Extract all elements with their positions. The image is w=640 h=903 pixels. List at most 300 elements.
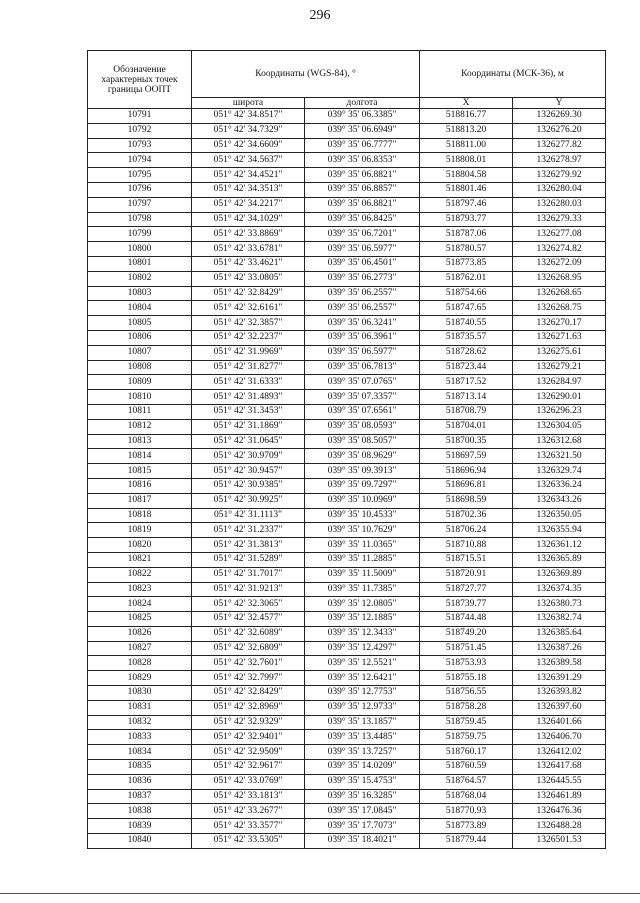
table-row bbox=[88, 464, 606, 479]
cell-latitude: 051° 42' 34.3513" bbox=[192, 182, 305, 197]
header-point: Обозначение характерных точек границы ООПТ bbox=[88, 51, 192, 109]
table-row bbox=[88, 834, 606, 849]
cell-latitude: 051° 42' 34.6609" bbox=[192, 138, 305, 153]
table-row bbox=[88, 700, 606, 715]
cell-longitude: 039° 35' 13.1857" bbox=[305, 715, 420, 730]
cell-y-coord: 1326365.89 bbox=[513, 552, 606, 567]
cell-point-id: 10791 bbox=[88, 109, 192, 124]
cell-latitude: 051° 42' 32.7997" bbox=[192, 671, 305, 686]
cell-point-id: 10801 bbox=[88, 256, 192, 271]
cell-longitude: 039° 35' 15.4753" bbox=[305, 774, 420, 789]
cell-y-coord: 1326445.55 bbox=[513, 774, 606, 789]
cell-longitude: 039° 35' 06.7201" bbox=[305, 227, 420, 242]
cell-x-coord: 518740.55 bbox=[420, 316, 513, 331]
cell-latitude: 051° 42' 33.1813" bbox=[192, 789, 305, 804]
cell-point-id: 10815 bbox=[88, 464, 192, 479]
cell-x-coord: 518768.04 bbox=[420, 789, 513, 804]
cell-y-coord: 1326406.70 bbox=[513, 730, 606, 745]
cell-y-coord: 1326461.89 bbox=[513, 789, 606, 804]
cell-y-coord: 1326374.35 bbox=[513, 582, 606, 597]
cell-latitude: 051° 42' 32.9617" bbox=[192, 760, 305, 775]
cell-x-coord: 518773.85 bbox=[420, 256, 513, 271]
cell-longitude: 039° 35' 14.0209" bbox=[305, 760, 420, 775]
cell-x-coord: 518760.59 bbox=[420, 760, 513, 775]
cell-x-coord: 518759.45 bbox=[420, 715, 513, 730]
cell-longitude: 039° 35' 07.6561" bbox=[305, 404, 420, 419]
cell-y-coord: 1326417.68 bbox=[513, 760, 606, 775]
cell-longitude: 039° 35' 08.0593" bbox=[305, 419, 420, 434]
cell-y-coord: 1326488.28 bbox=[513, 819, 606, 834]
cell-latitude: 051° 42' 30.9385" bbox=[192, 478, 305, 493]
cell-point-id: 10824 bbox=[88, 597, 192, 612]
table-body bbox=[88, 109, 606, 849]
table-row bbox=[88, 789, 606, 804]
cell-point-id: 10814 bbox=[88, 449, 192, 464]
cell-longitude: 039° 35' 12.1885" bbox=[305, 612, 420, 627]
cell-latitude: 051° 42' 31.6333" bbox=[192, 375, 305, 390]
cell-longitude: 039° 35' 06.7813" bbox=[305, 360, 420, 375]
cell-x-coord: 518754.66 bbox=[420, 286, 513, 301]
footer-divider bbox=[0, 893, 640, 894]
cell-latitude: 051° 42' 32.9401" bbox=[192, 730, 305, 745]
cell-y-coord: 1326355.94 bbox=[513, 523, 606, 538]
cell-x-coord: 518749.20 bbox=[420, 626, 513, 641]
cell-longitude: 039° 35' 06.7777" bbox=[305, 138, 420, 153]
cell-latitude: 051° 42' 32.6161" bbox=[192, 301, 305, 316]
cell-y-coord: 1326385.64 bbox=[513, 626, 606, 641]
cell-latitude: 051° 42' 31.5289" bbox=[192, 552, 305, 567]
cell-x-coord: 518715.51 bbox=[420, 552, 513, 567]
cell-point-id: 10820 bbox=[88, 538, 192, 553]
table-row bbox=[88, 449, 606, 464]
cell-latitude: 051° 42' 32.3857" bbox=[192, 316, 305, 331]
cell-longitude: 039° 35' 13.7257" bbox=[305, 745, 420, 760]
cell-y-coord: 1326274.82 bbox=[513, 242, 606, 257]
table-row bbox=[88, 345, 606, 360]
cell-y-coord: 1326329.74 bbox=[513, 464, 606, 479]
cell-latitude: 051° 42' 34.4521" bbox=[192, 168, 305, 183]
cell-latitude: 051° 42' 33.8869" bbox=[192, 227, 305, 242]
cell-y-coord: 1326336.24 bbox=[513, 478, 606, 493]
table-row bbox=[88, 330, 606, 345]
cell-x-coord: 518779.44 bbox=[420, 834, 513, 849]
cell-longitude: 039° 35' 06.3961" bbox=[305, 330, 420, 345]
cell-x-coord: 518813.20 bbox=[420, 123, 513, 138]
cell-latitude: 051° 42' 31.4893" bbox=[192, 390, 305, 405]
cell-y-coord: 1326279.92 bbox=[513, 168, 606, 183]
cell-x-coord: 518697.59 bbox=[420, 449, 513, 464]
table-row bbox=[88, 493, 606, 508]
cell-longitude: 039° 35' 11.5009" bbox=[305, 567, 420, 582]
cell-y-coord: 1326275.61 bbox=[513, 345, 606, 360]
cell-latitude: 051° 42' 31.9213" bbox=[192, 582, 305, 597]
table-row bbox=[88, 626, 606, 641]
cell-latitude: 051° 42' 31.2337" bbox=[192, 523, 305, 538]
cell-point-id: 10809 bbox=[88, 375, 192, 390]
cell-point-id: 10826 bbox=[88, 626, 192, 641]
cell-latitude: 051° 42' 31.0645" bbox=[192, 434, 305, 449]
cell-point-id: 10798 bbox=[88, 212, 192, 227]
cell-longitude: 039° 35' 09.7297" bbox=[305, 478, 420, 493]
cell-x-coord: 518756.55 bbox=[420, 686, 513, 701]
cell-latitude: 051° 42' 31.1869" bbox=[192, 419, 305, 434]
table-row bbox=[88, 316, 606, 331]
cell-point-id: 10833 bbox=[88, 730, 192, 745]
cell-y-coord: 1326268.75 bbox=[513, 301, 606, 316]
cell-x-coord: 518811.00 bbox=[420, 138, 513, 153]
cell-y-coord: 1326268.65 bbox=[513, 286, 606, 301]
cell-x-coord: 518702.36 bbox=[420, 508, 513, 523]
cell-y-coord: 1326277.82 bbox=[513, 138, 606, 153]
cell-y-coord: 1326321.50 bbox=[513, 449, 606, 464]
table-row bbox=[88, 478, 606, 493]
cell-point-id: 10840 bbox=[88, 834, 192, 849]
header-msk36: Координаты (МСК-36), м bbox=[420, 51, 606, 98]
table-row bbox=[88, 301, 606, 316]
cell-y-coord: 1326271.63 bbox=[513, 330, 606, 345]
cell-x-coord: 518739.77 bbox=[420, 597, 513, 612]
cell-longitude: 039° 35' 10.7629" bbox=[305, 523, 420, 538]
cell-longitude: 039° 35' 06.8353" bbox=[305, 153, 420, 168]
cell-longitude: 039° 35' 16.3285" bbox=[305, 789, 420, 804]
cell-latitude: 051° 42' 31.1113" bbox=[192, 508, 305, 523]
table-row bbox=[88, 656, 606, 671]
table-row bbox=[88, 641, 606, 656]
cell-longitude: 039° 35' 18.4021" bbox=[305, 834, 420, 849]
cell-latitude: 051° 42' 33.0805" bbox=[192, 271, 305, 286]
table-row bbox=[88, 227, 606, 242]
cell-latitude: 051° 42' 32.4577" bbox=[192, 612, 305, 627]
cell-latitude: 051° 42' 33.2677" bbox=[192, 804, 305, 819]
cell-point-id: 10805 bbox=[88, 316, 192, 331]
cell-longitude: 039° 35' 09.3913" bbox=[305, 464, 420, 479]
cell-x-coord: 518770.93 bbox=[420, 804, 513, 819]
cell-y-coord: 1326391.29 bbox=[513, 671, 606, 686]
cell-longitude: 039° 35' 11.7385" bbox=[305, 582, 420, 597]
cell-latitude: 051° 42' 33.6781" bbox=[192, 242, 305, 257]
cell-y-coord: 1326312.68 bbox=[513, 434, 606, 449]
cell-x-coord: 518759.75 bbox=[420, 730, 513, 745]
cell-longitude: 039° 35' 12.9733" bbox=[305, 700, 420, 715]
cell-x-coord: 518744.48 bbox=[420, 612, 513, 627]
cell-x-coord: 518816.77 bbox=[420, 109, 513, 124]
cell-x-coord: 518735.57 bbox=[420, 330, 513, 345]
cell-longitude: 039° 35' 17.7073" bbox=[305, 819, 420, 834]
table-row bbox=[88, 271, 606, 286]
cell-latitude: 051° 42' 32.9329" bbox=[192, 715, 305, 730]
cell-longitude: 039° 35' 07.0765" bbox=[305, 375, 420, 390]
table-row bbox=[88, 730, 606, 745]
cell-point-id: 10810 bbox=[88, 390, 192, 405]
cell-x-coord: 518801.46 bbox=[420, 182, 513, 197]
cell-y-coord: 1326343.26 bbox=[513, 493, 606, 508]
cell-point-id: 10836 bbox=[88, 774, 192, 789]
cell-y-coord: 1326393.82 bbox=[513, 686, 606, 701]
cell-x-coord: 518708.79 bbox=[420, 404, 513, 419]
table-row bbox=[88, 375, 606, 390]
cell-latitude: 051° 42' 31.8277" bbox=[192, 360, 305, 375]
cell-y-coord: 1326387.26 bbox=[513, 641, 606, 656]
cell-latitude: 051° 42' 32.9509" bbox=[192, 745, 305, 760]
cell-x-coord: 518751.45 bbox=[420, 641, 513, 656]
cell-point-id: 10822 bbox=[88, 567, 192, 582]
cell-point-id: 10838 bbox=[88, 804, 192, 819]
cell-point-id: 10795 bbox=[88, 168, 192, 183]
cell-latitude: 051° 42' 32.7601" bbox=[192, 656, 305, 671]
cell-y-coord: 1326296.23 bbox=[513, 404, 606, 419]
cell-longitude: 039° 35' 10.4533" bbox=[305, 508, 420, 523]
cell-point-id: 10799 bbox=[88, 227, 192, 242]
cell-y-coord: 1326279.33 bbox=[513, 212, 606, 227]
table-row bbox=[88, 745, 606, 760]
cell-point-id: 10803 bbox=[88, 286, 192, 301]
cell-latitude: 051° 42' 33.5305" bbox=[192, 834, 305, 849]
cell-y-coord: 1326278.97 bbox=[513, 153, 606, 168]
cell-longitude: 039° 35' 06.8425" bbox=[305, 212, 420, 227]
cell-longitude: 039° 35' 06.3385" bbox=[305, 109, 420, 124]
table-row bbox=[88, 419, 606, 434]
table-row bbox=[88, 197, 606, 212]
cell-longitude: 039° 35' 12.4297" bbox=[305, 641, 420, 656]
cell-point-id: 10800 bbox=[88, 242, 192, 257]
table-row bbox=[88, 109, 606, 124]
coordinates-table bbox=[87, 50, 606, 849]
cell-point-id: 10804 bbox=[88, 301, 192, 316]
cell-point-id: 10818 bbox=[88, 508, 192, 523]
cell-x-coord: 518700.35 bbox=[420, 434, 513, 449]
cell-y-coord: 1326280.03 bbox=[513, 197, 606, 212]
cell-longitude: 039° 35' 06.5977" bbox=[305, 242, 420, 257]
cell-longitude: 039° 35' 08.9629" bbox=[305, 449, 420, 464]
table-row bbox=[88, 508, 606, 523]
cell-longitude: 039° 35' 06.5977" bbox=[305, 345, 420, 360]
cell-x-coord: 518773.89 bbox=[420, 819, 513, 834]
cell-latitude: 051° 42' 31.9969" bbox=[192, 345, 305, 360]
cell-point-id: 10792 bbox=[88, 123, 192, 138]
table-row bbox=[88, 671, 606, 686]
table-row bbox=[88, 256, 606, 271]
table-row bbox=[88, 286, 606, 301]
cell-x-coord: 518764.57 bbox=[420, 774, 513, 789]
cell-latitude: 051° 42' 30.9925" bbox=[192, 493, 305, 508]
cell-x-coord: 518762.01 bbox=[420, 271, 513, 286]
cell-latitude: 051° 42' 32.8969" bbox=[192, 700, 305, 715]
cell-latitude: 051° 42' 34.8517" bbox=[192, 109, 305, 124]
table-row bbox=[88, 597, 606, 612]
cell-y-coord: 1326401.66 bbox=[513, 715, 606, 730]
table-row bbox=[88, 715, 606, 730]
cell-longitude: 039° 35' 06.8821" bbox=[305, 168, 420, 183]
cell-x-coord: 518758.28 bbox=[420, 700, 513, 715]
cell-x-coord: 518723.44 bbox=[420, 360, 513, 375]
cell-point-id: 10839 bbox=[88, 819, 192, 834]
cell-point-id: 10832 bbox=[88, 715, 192, 730]
cell-longitude: 039° 35' 17.0845" bbox=[305, 804, 420, 819]
cell-x-coord: 518780.57 bbox=[420, 242, 513, 257]
table-row bbox=[88, 819, 606, 834]
cell-point-id: 10827 bbox=[88, 641, 192, 656]
cell-longitude: 039° 35' 06.4501" bbox=[305, 256, 420, 271]
cell-x-coord: 518808.01 bbox=[420, 153, 513, 168]
cell-x-coord: 518727.77 bbox=[420, 582, 513, 597]
table-row bbox=[88, 360, 606, 375]
cell-latitude: 051° 42' 32.3065" bbox=[192, 597, 305, 612]
cell-longitude: 039° 35' 12.5521" bbox=[305, 656, 420, 671]
cell-y-coord: 1326397.60 bbox=[513, 700, 606, 715]
cell-point-id: 10823 bbox=[88, 582, 192, 597]
cell-longitude: 039° 35' 12.6421" bbox=[305, 671, 420, 686]
cell-latitude: 051° 42' 33.3577" bbox=[192, 819, 305, 834]
cell-latitude: 051° 42' 32.6089" bbox=[192, 626, 305, 641]
table-row bbox=[88, 434, 606, 449]
table-row bbox=[88, 153, 606, 168]
cell-y-coord: 1326280.04 bbox=[513, 182, 606, 197]
cell-point-id: 10812 bbox=[88, 419, 192, 434]
cell-point-id: 10793 bbox=[88, 138, 192, 153]
cell-point-id: 10796 bbox=[88, 182, 192, 197]
header-x: X bbox=[420, 98, 513, 109]
table-row bbox=[88, 804, 606, 819]
cell-latitude: 051° 42' 32.6809" bbox=[192, 641, 305, 656]
cell-point-id: 10811 bbox=[88, 404, 192, 419]
table-row bbox=[88, 612, 606, 627]
table-row bbox=[88, 242, 606, 257]
cell-x-coord: 518696.94 bbox=[420, 464, 513, 479]
cell-y-coord: 1326476.36 bbox=[513, 804, 606, 819]
table-row bbox=[88, 138, 606, 153]
cell-longitude: 039° 35' 12.3433" bbox=[305, 626, 420, 641]
cell-latitude: 051° 42' 33.0769" bbox=[192, 774, 305, 789]
table-row bbox=[88, 168, 606, 183]
cell-x-coord: 518717.52 bbox=[420, 375, 513, 390]
cell-y-coord: 1326270.17 bbox=[513, 316, 606, 331]
cell-point-id: 10825 bbox=[88, 612, 192, 627]
cell-x-coord: 518787.06 bbox=[420, 227, 513, 242]
cell-point-id: 10816 bbox=[88, 478, 192, 493]
cell-point-id: 10828 bbox=[88, 656, 192, 671]
cell-point-id: 10807 bbox=[88, 345, 192, 360]
cell-x-coord: 518728.62 bbox=[420, 345, 513, 360]
cell-point-id: 10837 bbox=[88, 789, 192, 804]
cell-x-coord: 518793.77 bbox=[420, 212, 513, 227]
cell-latitude: 051° 42' 31.3453" bbox=[192, 404, 305, 419]
cell-x-coord: 518755.18 bbox=[420, 671, 513, 686]
table-row bbox=[88, 212, 606, 227]
cell-longitude: 039° 35' 06.2557" bbox=[305, 301, 420, 316]
page-number: 296 bbox=[309, 8, 331, 23]
cell-point-id: 10819 bbox=[88, 523, 192, 538]
cell-y-coord: 1326380.73 bbox=[513, 597, 606, 612]
cell-longitude: 039° 35' 06.8857" bbox=[305, 182, 420, 197]
cell-x-coord: 518760.17 bbox=[420, 745, 513, 760]
cell-y-coord: 1326501.53 bbox=[513, 834, 606, 849]
cell-x-coord: 518704.01 bbox=[420, 419, 513, 434]
cell-longitude: 039° 35' 06.2773" bbox=[305, 271, 420, 286]
cell-latitude: 051° 42' 34.7329" bbox=[192, 123, 305, 138]
cell-latitude: 051° 42' 32.8429" bbox=[192, 686, 305, 701]
cell-y-coord: 1326268.95 bbox=[513, 271, 606, 286]
cell-longitude: 039° 35' 11.0365" bbox=[305, 538, 420, 553]
table-row bbox=[88, 123, 606, 138]
cell-x-coord: 518698.59 bbox=[420, 493, 513, 508]
table-row bbox=[88, 582, 606, 597]
table-row bbox=[88, 523, 606, 538]
cell-x-coord: 518710.88 bbox=[420, 538, 513, 553]
cell-latitude: 051° 42' 31.7017" bbox=[192, 567, 305, 582]
cell-y-coord: 1326304.05 bbox=[513, 419, 606, 434]
cell-x-coord: 518804.58 bbox=[420, 168, 513, 183]
cell-longitude: 039° 35' 06.3241" bbox=[305, 316, 420, 331]
cell-y-coord: 1326284.97 bbox=[513, 375, 606, 390]
cell-latitude: 051° 42' 32.2237" bbox=[192, 330, 305, 345]
cell-longitude: 039° 35' 12.0805" bbox=[305, 597, 420, 612]
cell-y-coord: 1326350.05 bbox=[513, 508, 606, 523]
table-row bbox=[88, 760, 606, 775]
cell-longitude: 039° 35' 12.7753" bbox=[305, 686, 420, 701]
cell-y-coord: 1326361.12 bbox=[513, 538, 606, 553]
table-row bbox=[88, 686, 606, 701]
cell-point-id: 10813 bbox=[88, 434, 192, 449]
cell-point-id: 10835 bbox=[88, 760, 192, 775]
table-row bbox=[88, 390, 606, 405]
cell-point-id: 10821 bbox=[88, 552, 192, 567]
cell-point-id: 10817 bbox=[88, 493, 192, 508]
cell-x-coord: 518713.14 bbox=[420, 390, 513, 405]
cell-point-id: 10830 bbox=[88, 686, 192, 701]
cell-y-coord: 1326277.08 bbox=[513, 227, 606, 242]
cell-y-coord: 1326276.20 bbox=[513, 123, 606, 138]
cell-y-coord: 1326369.89 bbox=[513, 567, 606, 582]
cell-x-coord: 518706.24 bbox=[420, 523, 513, 538]
header-y: Y bbox=[513, 98, 606, 109]
cell-point-id: 10802 bbox=[88, 271, 192, 286]
header-latitude: широта bbox=[192, 98, 305, 109]
cell-longitude: 039° 35' 06.6949" bbox=[305, 123, 420, 138]
table-row bbox=[88, 404, 606, 419]
table-row bbox=[88, 538, 606, 553]
header-wgs84: Координаты (WGS-84), ° bbox=[192, 51, 420, 98]
cell-longitude: 039° 35' 06.8821" bbox=[305, 197, 420, 212]
table-row bbox=[88, 552, 606, 567]
cell-y-coord: 1326382.74 bbox=[513, 612, 606, 627]
cell-y-coord: 1326389.58 bbox=[513, 656, 606, 671]
table-row bbox=[88, 567, 606, 582]
cell-latitude: 051° 42' 30.9457" bbox=[192, 464, 305, 479]
cell-point-id: 10797 bbox=[88, 197, 192, 212]
cell-y-coord: 1326279.21 bbox=[513, 360, 606, 375]
cell-y-coord: 1326272.09 bbox=[513, 256, 606, 271]
cell-longitude: 039° 35' 13.4485" bbox=[305, 730, 420, 745]
cell-longitude: 039° 35' 07.3357" bbox=[305, 390, 420, 405]
cell-point-id: 10808 bbox=[88, 360, 192, 375]
cell-longitude: 039° 35' 06.2557" bbox=[305, 286, 420, 301]
cell-latitude: 051° 42' 31.3813" bbox=[192, 538, 305, 553]
cell-y-coord: 1326412.02 bbox=[513, 745, 606, 760]
cell-point-id: 10829 bbox=[88, 671, 192, 686]
table-row bbox=[88, 182, 606, 197]
cell-point-id: 10806 bbox=[88, 330, 192, 345]
cell-point-id: 10794 bbox=[88, 153, 192, 168]
cell-longitude: 039° 35' 10.0969" bbox=[305, 493, 420, 508]
cell-point-id: 10831 bbox=[88, 700, 192, 715]
cell-latitude: 051° 42' 34.5637" bbox=[192, 153, 305, 168]
cell-latitude: 051° 42' 30.9709" bbox=[192, 449, 305, 464]
cell-point-id: 10834 bbox=[88, 745, 192, 760]
cell-latitude: 051° 42' 33.4621" bbox=[192, 256, 305, 271]
table-row bbox=[88, 774, 606, 789]
cell-latitude: 051° 42' 32.8429" bbox=[192, 286, 305, 301]
cell-x-coord: 518747.65 bbox=[420, 301, 513, 316]
